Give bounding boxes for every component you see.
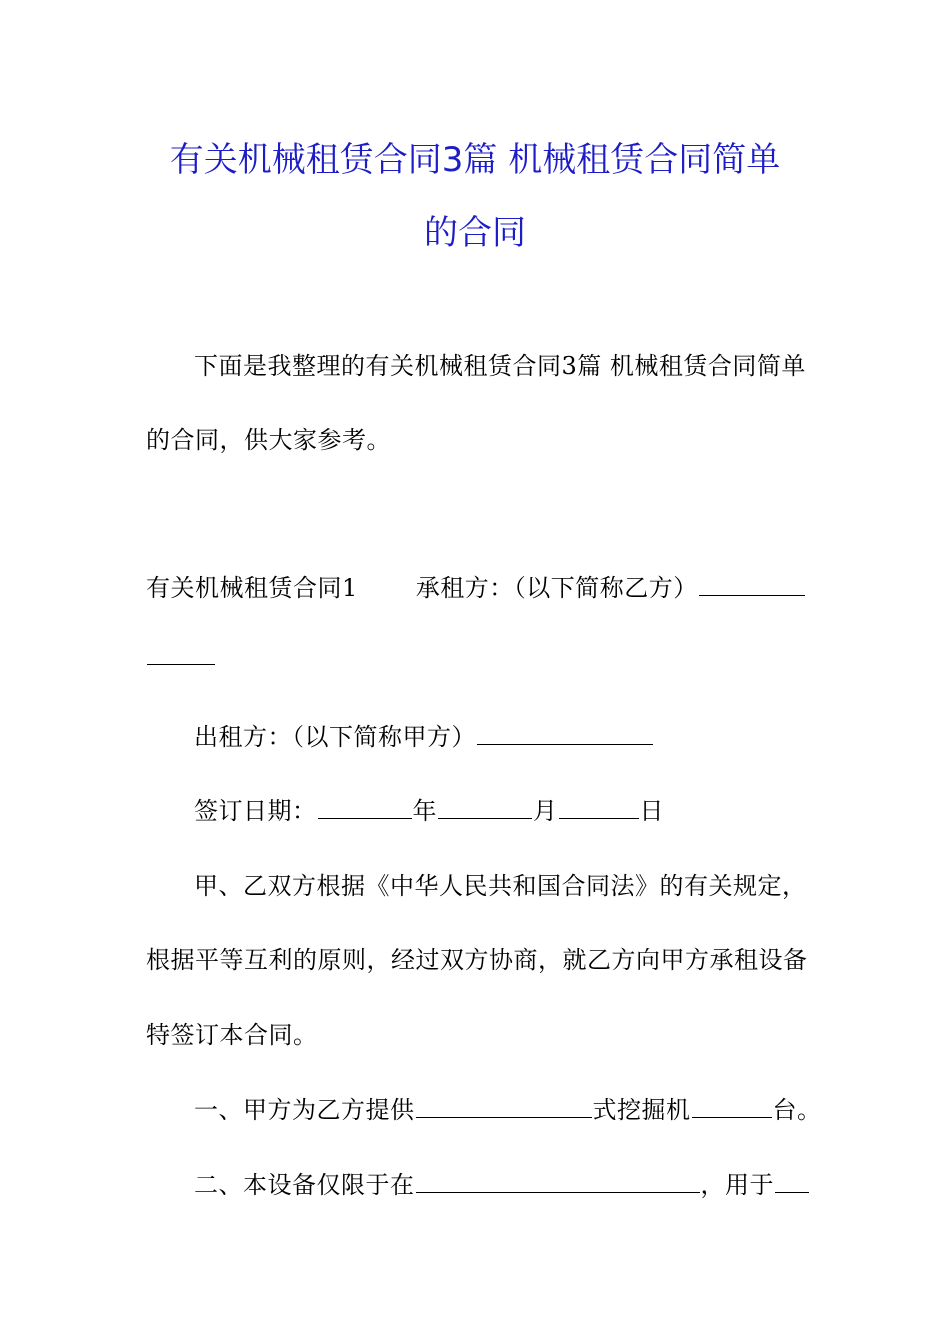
month-blank (438, 796, 532, 819)
lessor-line (194, 717, 654, 752)
intro-line-1: 下面是我整理的有关机械租赁合同3篇 机械租赁合同简单 (194, 352, 806, 380)
lessee-blank-2 (147, 642, 215, 665)
day-label: 日 (639, 797, 664, 825)
lessee-label: 承租方：（以下简称乙方） (415, 574, 698, 602)
item-2-text-b: ，用于 (700, 1171, 774, 1199)
contract-heading-line (146, 568, 806, 603)
item-1-model-blank (416, 1095, 592, 1118)
lessor-blank (477, 722, 653, 745)
document-title-line-2: 的合同 (424, 213, 526, 253)
item-1-text-c: 台。 (772, 1096, 822, 1124)
item-2-line (194, 1165, 810, 1200)
contract-heading: 有关机械租赁合同1 (146, 574, 358, 602)
item-1-text-b: 式挖掘机 (592, 1096, 691, 1124)
month-label: 月 (533, 797, 558, 825)
day-blank (559, 796, 639, 819)
item-1-text-a: 一、甲方为乙方提供 (194, 1096, 415, 1124)
intro-line-2: 的合同，供大家参考。 (146, 426, 391, 454)
para1-line-2: 根据平等互利的原则，经过双方协商，就乙方向甲方承租设备 (146, 946, 808, 974)
lessee-blank-continuation (146, 642, 216, 671)
date-label: 签订日期： (194, 797, 317, 825)
para1-line-1: 甲、乙双方根据《中华人民共和国合同法》的有关规定， (194, 872, 807, 900)
lessee-blank (699, 573, 805, 596)
year-blank (318, 796, 412, 819)
item-1-qty-blank (692, 1095, 772, 1118)
item-1-line (194, 1090, 822, 1125)
item-2-text-a: 二、本设备仅限于在 (194, 1171, 415, 1199)
sign-date-line (194, 791, 664, 826)
year-label: 年 (412, 797, 437, 825)
document-title-line-1: 有关机械租赁合同3篇 机械租赁合同简单 (169, 140, 781, 180)
item-2-location-blank (416, 1170, 700, 1193)
para1-line-3: 特签订本合同。 (146, 1021, 318, 1049)
lessor-label: 出租方：（以下简称甲方） (194, 723, 476, 751)
item-2-use-blank (775, 1170, 809, 1193)
